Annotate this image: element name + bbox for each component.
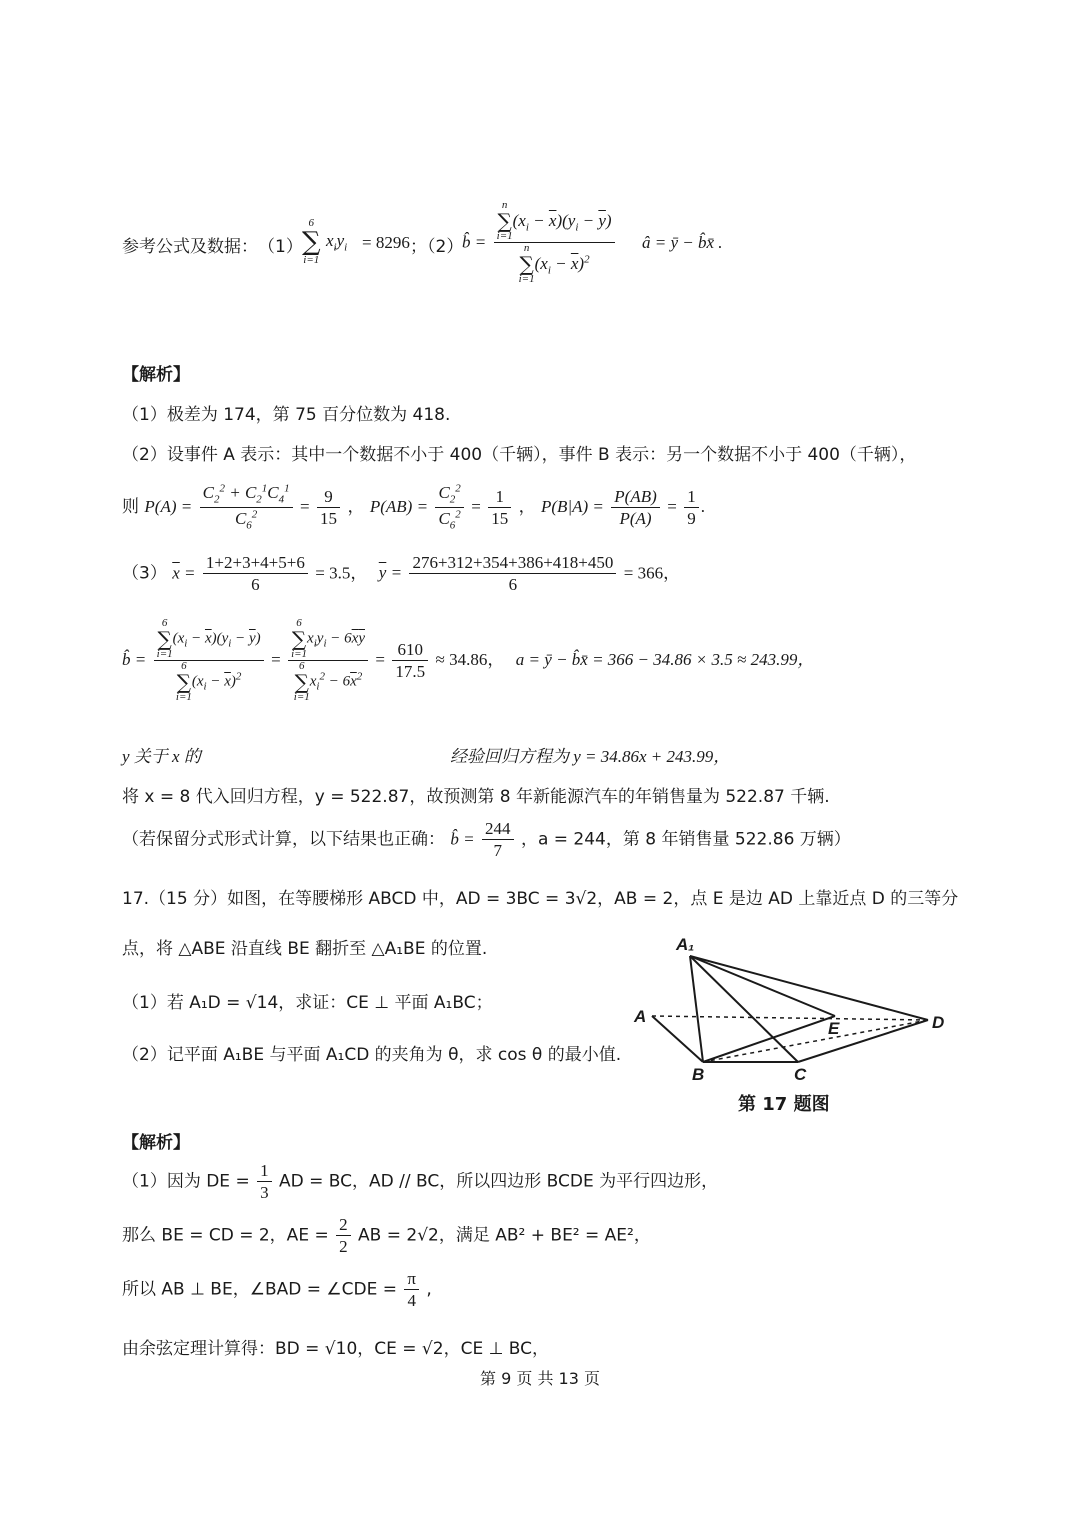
label-C: C xyxy=(794,1065,807,1084)
sum-xy-formula: 6 ∑ i=1 $x_iy_i$ xyxy=(302,217,348,266)
ybar-denominator: 6 xyxy=(508,575,518,595)
formula-label: 参考公式及数据： xyxy=(122,237,258,257)
sol16-prediction: 将 x = 8 代入回归方程，y = 522.87，故预测第 8 年新能源汽车的年销售量为 522.87 千辆. xyxy=(122,787,830,807)
label-E: E xyxy=(828,1019,840,1038)
q17-line2: 点，将 △ABE 沿直线 BE 翻折至 △A₁BE 的位置. xyxy=(122,939,488,959)
sol16-line2: （2）设事件 A 表示：其中一个数据不小于 400（千辆），事件 B 表示：另一个数据不小于 400（千辆）， xyxy=(122,445,917,465)
page-footer: 第 9 页 共 13 页 xyxy=(480,1369,600,1388)
edge-A1-D xyxy=(690,956,928,1020)
q17-line1: 17.（15 分）如图，在等腰梯形 ABCD 中，AD = 3BC = 3√2，AB = 2，点 E 是边 AD 上靠近点 D 的三等分 xyxy=(122,889,959,909)
xbar-denominator: 6 xyxy=(251,575,260,595)
b-numerator: 610 xyxy=(392,639,428,661)
edge-A-D-dashed xyxy=(652,1016,928,1020)
sol16-fraction-note: （若保留分式形式计算，以下结果也正确： b̂ = $\frac{244}{7}$ ，a = 244，第 8 年销售量 522.86 万辆） xyxy=(122,819,851,861)
xbar-value: = 3.5， xyxy=(315,563,368,583)
b-denominator: 17.5 xyxy=(395,662,426,681)
sol17-line1: （1）因为 DE = $\frac{1}{3}$ AD = BC，AD // BC，所以四边形 BCDE 为平行四边形， xyxy=(122,1161,719,1203)
sum-xy-value: = 8296 xyxy=(362,233,410,252)
a-hat-formula: â = ȳ − b̂x̄ . xyxy=(642,233,723,252)
formula-p1: （1） xyxy=(258,237,303,257)
edge-A1-B xyxy=(690,956,703,1062)
formula-p2: ；（2） xyxy=(410,237,464,257)
ybar-numerator: 276+312+354+386+418+450 xyxy=(409,552,616,574)
sol16-line1: （1）极差为 174，第 75 百分位数为 418. xyxy=(122,405,451,425)
sol16-means-line: （3） $\overline{x}$ = $\frac{1+2+3+4+5+6}{6}$ = 3.5， $\overline{y}$ = $\frac{276+312+354+386+418+450}{6}$ = 366， xyxy=(122,553,681,595)
solution-heading-17: 【解析】 xyxy=(122,1133,190,1153)
label-A: A xyxy=(634,1007,647,1026)
sol17-line4: 由余弦定理计算得：BD = √10，CE = √2，CE ⊥ BC， xyxy=(122,1339,550,1359)
edge-B-E xyxy=(703,1016,835,1062)
sol16-regression-right: 经验回归方程为 y = 34.86x + 243.99， xyxy=(450,747,731,766)
solution-heading-16: 【解析】 xyxy=(122,365,190,385)
q17-figure xyxy=(630,930,960,1120)
sol17-line3: 所以 AB ⊥ BE，∠BAD = ∠CDE = $\frac{\pi}{4}$ , xyxy=(122,1269,432,1311)
sol16-slope-line: b̂ = 6 ∑ i=1 $(x_i - \overline{x})(y_i - \overline{y})$ 6 ∑ i=1 $(x_i - \overline{x})^2$ = 6 ∑ i=1 $x_iy_i - 6\overline{x}\overline{y}$ 6 ∑ i=1 $x_i^2 - 6\overline{x}^2$ = $\frac{610}{17.5}$ ≈ 34.86， a = ȳ − b̂x̄ = 366 − 34.86 × 3.5 ≈ 243.99， xyxy=(122,617,815,703)
sol16-probability-line: 则 P(A) = $\frac{C_2^2 + C_2^1C_4^1}{C_6^2}$ = $\frac{9}{15}$ ， P(AB) = $\frac{C_2^2}{C_6^2}$ = $\frac{1}{15}$ ， P(B|A) = $\frac{P(AB)}{P(A)}$ = $\frac{1}{9}$ . xyxy=(122,482,705,532)
ybar-value: = 366， xyxy=(623,563,681,583)
edge-A1-C xyxy=(690,956,798,1062)
edge-C-D xyxy=(798,1020,928,1062)
xbar-numerator: 1+2+3+4+5+6 xyxy=(203,552,308,574)
edge-A-B xyxy=(652,1016,703,1062)
b-approx: ≈ 34.86， xyxy=(435,650,505,669)
a-computation: a = ȳ − b̂x̄ = 366 − 34.86 × 3.5 ≈ 243.99， xyxy=(515,650,815,669)
edge-A1-E xyxy=(690,956,835,1016)
label-D: D xyxy=(932,1013,945,1032)
sol17-line2: 那么 BE = CD = 2，AE = $\frac{2}{2}$ AB = 2√2，满足 AB² + BE² = AE²， xyxy=(122,1215,651,1257)
formula-reference xyxy=(122,200,822,300)
figure-caption: 第 17 题图 xyxy=(738,1094,830,1115)
label-B: B xyxy=(692,1065,705,1084)
sol16-regression-left: y 关于 x 的 xyxy=(122,747,201,766)
label-A1: A₁ xyxy=(676,935,695,954)
q17-line4: （2）记平面 A₁BE 与平面 A₁CD 的夹角为 θ，求 cos θ 的最小值. xyxy=(122,1045,622,1065)
q17-line3: （1）若 A₁D = √14，求证：CE ⊥ 平面 A₁BC； xyxy=(122,993,493,1013)
b-hat-formula: b̂ = n ∑ i=1 $(x_i - \overline{x})(y_i - \overline{y})$ n ∑ i=1 $(x_i - \overline{x})^2$ xyxy=(462,200,617,285)
